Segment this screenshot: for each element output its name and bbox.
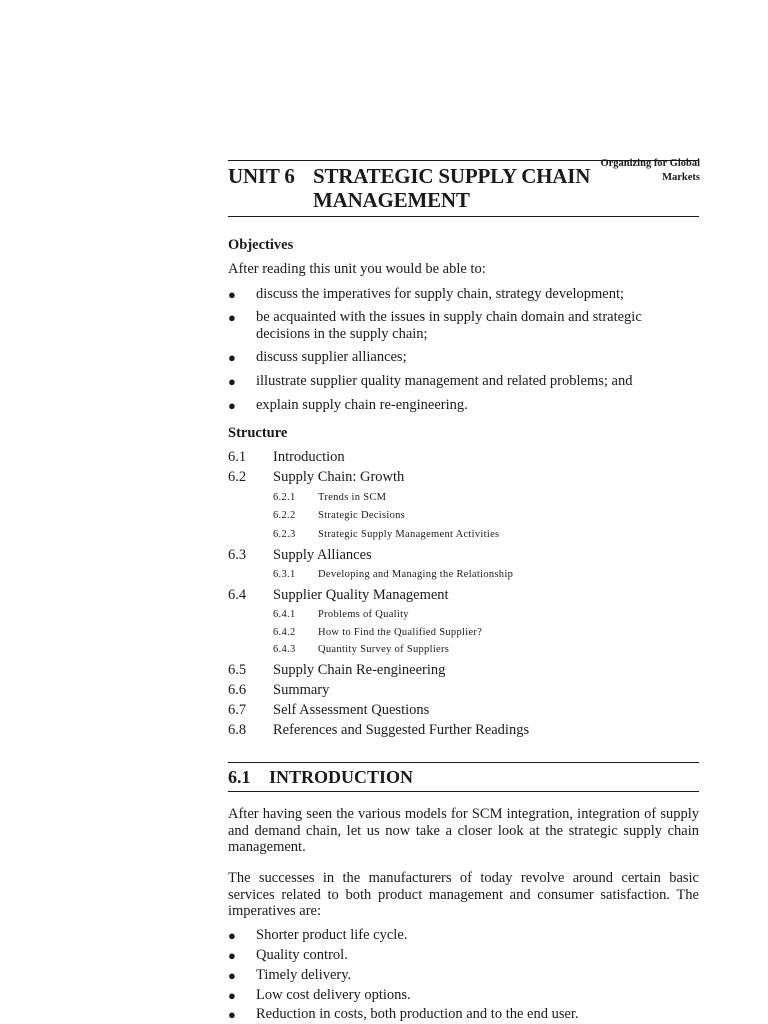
toc-subentry <box>273 644 449 655</box>
objective-text: discuss supplier alliances; <box>256 349 407 365</box>
toc-subentry <box>273 569 513 580</box>
toc-number: 6.4.1 <box>273 609 296 620</box>
running-head-line1: Organizing for Global <box>600 158 700 169</box>
toc-title: Developing and Managing the Relationship <box>318 569 514 580</box>
toc-title: Trends in SCM <box>318 492 387 503</box>
objective-text: illustrate supplier quality management and related problems; and <box>256 373 633 389</box>
imperative-text: Timely delivery. <box>256 967 352 983</box>
toc-entry <box>228 587 449 604</box>
toc-number: 6.4.2 <box>273 627 296 638</box>
imperative-text: Low cost delivery options. <box>256 987 411 1003</box>
bullet-icon: ● <box>228 928 236 943</box>
toc-number: 6.3.1 <box>273 569 296 580</box>
toc-entry <box>228 702 429 719</box>
toc-number: 6.3 <box>228 547 247 563</box>
section-bottom-rule <box>228 791 699 792</box>
unit-top-rule <box>228 160 699 161</box>
toc-subentry <box>273 529 499 540</box>
toc-subentry <box>273 492 386 503</box>
toc-number: 6.8 <box>228 722 247 738</box>
toc-title: Introduction <box>273 449 345 465</box>
bullet-icon: ● <box>228 398 236 413</box>
objective-text: be acquainted with the issues in supply chain domain and strategic decisions in the supply chain; <box>256 309 642 342</box>
toc-number: 6.6 <box>228 682 247 698</box>
toc-number: 6.4 <box>228 587 247 603</box>
structure-heading: Structure <box>228 425 288 441</box>
toc-number: 6.2.1 <box>273 492 296 503</box>
toc-title: Self Assessment Questions <box>273 702 430 718</box>
toc-subentry <box>273 609 409 620</box>
section-title: INTRODUCTION <box>269 767 414 787</box>
toc-entry <box>228 662 445 679</box>
toc-title: How to Find the Qualified Supplier? <box>318 627 483 638</box>
bullet-icon: ● <box>228 287 236 302</box>
objective-text: explain supply chain re-engineering. <box>256 397 468 413</box>
toc-title: Supply Alliances <box>273 547 372 563</box>
bullet-icon: ● <box>228 310 236 325</box>
unit-bottom-rule <box>228 216 699 217</box>
toc-title: References and Suggested Further Readings <box>273 722 530 738</box>
toc-title: Problems of Quality <box>318 609 409 620</box>
toc-title: Supply Chain Re-engineering <box>273 662 446 678</box>
toc-title: Summary <box>273 682 330 698</box>
toc-number: 6.7 <box>228 702 247 718</box>
toc-title: Supplier Quality Management <box>273 587 449 603</box>
imperative-text: Reduction in costs, both production and to the end user. <box>256 1006 579 1022</box>
toc-title: Strategic Supply Management Activities <box>318 529 500 540</box>
toc-number: 6.2.3 <box>273 529 296 540</box>
unit-heading-line1: STRATEGIC SUPPLY CHAIN <box>313 164 591 188</box>
bullet-icon: ● <box>228 350 236 365</box>
bullet-icon: ● <box>228 948 236 963</box>
toc-number: 6.1 <box>228 449 247 465</box>
toc-entry <box>228 547 372 564</box>
toc-number: 6.2.2 <box>273 510 296 521</box>
intro-paragraph-2: The successes in the manufacturers of today revolve around certain basic services related to both product management and consumer satisfaction. The imperatives are: <box>228 870 699 919</box>
unit-number: UNIT 6 <box>228 164 295 188</box>
section-heading <box>228 767 413 788</box>
toc-number: 6.2 <box>228 469 247 485</box>
bullet-icon: ● <box>228 988 236 1003</box>
bullet-icon: ● <box>228 374 236 389</box>
toc-entry <box>228 722 529 739</box>
running-head-line2: Markets <box>662 172 700 183</box>
unit-title <box>228 164 603 212</box>
unit-heading-line2: MANAGEMENT <box>313 188 470 212</box>
toc-subentry <box>273 510 405 521</box>
section-number: 6.1 <box>228 767 251 787</box>
objective-text: discuss the imperatives for supply chain, strategy development; <box>256 286 625 302</box>
toc-title: Quantity Survey of Suppliers <box>318 644 450 655</box>
toc-title: Supply Chain: Growth <box>273 469 405 485</box>
unit-heading <box>313 164 603 212</box>
toc-entry <box>228 469 404 486</box>
toc-title: Strategic Decisions <box>318 510 406 521</box>
objectives-heading: Objectives <box>228 237 294 253</box>
toc-entry <box>228 682 329 699</box>
bullet-icon: ● <box>228 1007 236 1022</box>
intro-paragraph-1: After having seen the various models for SCM integration, integration of supply and demand chain, let us now take a closer look at the strategic supply chain management. <box>228 806 699 855</box>
toc-number: 6.4.3 <box>273 644 296 655</box>
objectives-intro: After reading this unit you would be able to: <box>228 261 486 277</box>
toc-number: 6.5 <box>228 662 247 678</box>
toc-entry <box>228 449 345 466</box>
bullet-icon: ● <box>228 968 236 983</box>
imperative-text: Shorter product life cycle. <box>256 927 408 943</box>
toc-subentry <box>273 627 482 638</box>
section-top-rule <box>228 762 699 763</box>
running-head <box>600 157 700 185</box>
imperative-text: Quality control. <box>256 947 348 963</box>
